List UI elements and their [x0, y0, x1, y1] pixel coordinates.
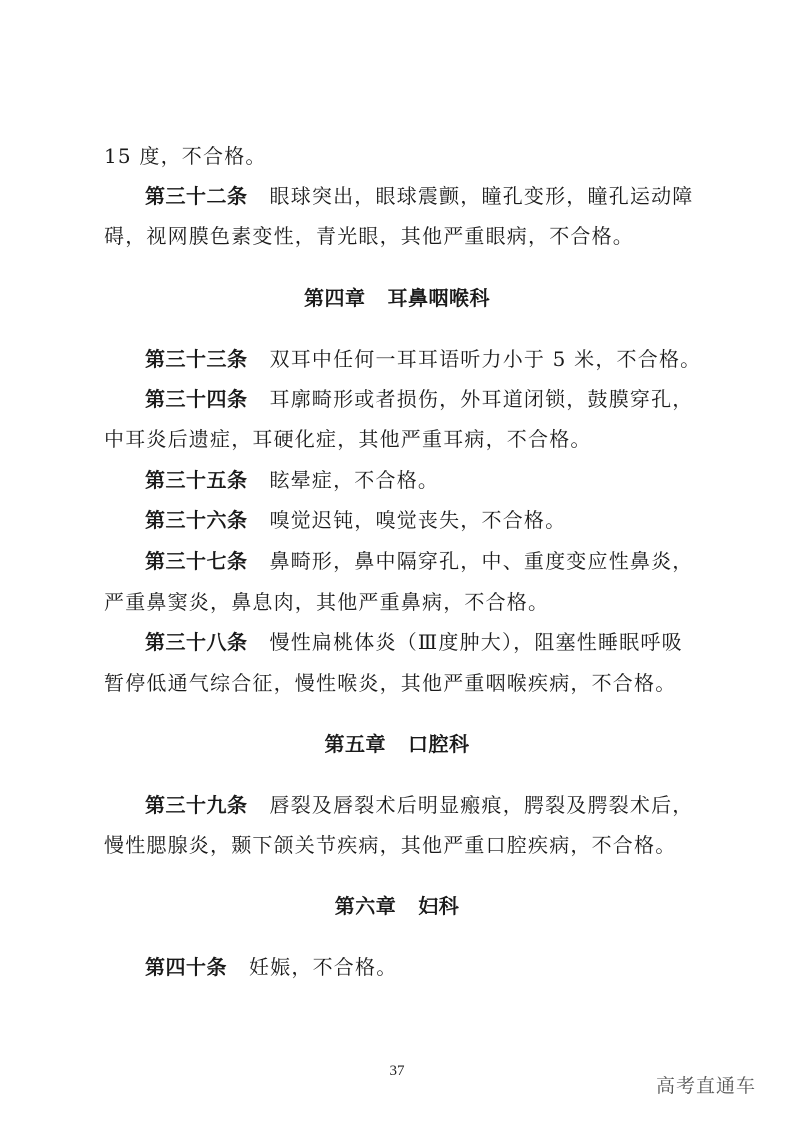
chapter-number: 第四章: [304, 286, 366, 310]
article-text: 耳廓畸形或者损伤，外耳道闭锁，鼓膜穿孔，: [269, 387, 694, 411]
article-text: 碍，视网膜色素变性，青光眼，其他严重眼病，不合格。: [104, 224, 634, 248]
article-title: 第四十条: [145, 955, 227, 979]
article-title: 第三十四条: [145, 387, 248, 411]
chapter-number: 第五章: [324, 732, 386, 756]
chapter-number: 第六章: [334, 894, 397, 918]
chapter-name: 妇科: [418, 894, 460, 918]
article-title: 第三十七条: [145, 549, 248, 573]
article-text: 嗅觉迟钝，嗅觉丧失，不合格。: [269, 508, 567, 532]
article-title: 第三十五条: [145, 468, 248, 492]
article-32-continued: [104, 222, 634, 250]
page-number: 37: [389, 1063, 405, 1079]
article-text: 眼球突出，眼球震颤，瞳孔变形，瞳孔运动障: [269, 184, 694, 208]
article-text: 中耳炎后遗症，耳硬化症，其他严重耳病，不合格。: [104, 427, 592, 451]
article-text: 严重鼻窦炎，鼻息肉，其他严重鼻病，不合格。: [104, 590, 550, 614]
article-37: [145, 547, 694, 575]
article-34-continued: [104, 425, 592, 453]
article-38: [145, 628, 683, 656]
article-title: 第三十二条: [145, 184, 248, 208]
chapter-name: 口腔科: [408, 732, 470, 756]
chapter-name: 耳鼻咽喉科: [387, 286, 490, 310]
article-35: [145, 466, 439, 494]
article-39-continued: [104, 831, 676, 859]
article-38-continued: [104, 669, 676, 697]
article-text: 唇裂及唇裂术后明显瘢痕，腭裂及腭裂术后，: [269, 793, 694, 817]
article-title: 第三十九条: [145, 793, 248, 817]
chapter-heading: [0, 730, 794, 758]
article-text: 鼻畸形，鼻中隔穿孔，中、重度变应性鼻炎，: [269, 549, 694, 573]
article-text: 慢性腮腺炎，颞下颌关节疾病，其他严重口腔疾病，不合格。: [104, 833, 677, 857]
article-text: 暂停低通气综合征，慢性喉炎，其他严重咽喉疾病，不合格。: [104, 671, 677, 695]
article-33: [145, 345, 701, 373]
article-text: 慢性扁桃体炎（Ⅲ度肿大），阻塞性睡眠呼吸: [269, 630, 683, 654]
paragraph-continuation: [104, 142, 267, 170]
chapter-heading: [0, 892, 794, 920]
article-text: 双耳中任何一耳耳语听力小于 5 米，不合格。: [269, 347, 702, 371]
watermark-text: 高考直通车: [656, 1075, 757, 1097]
article-text: 眩晕症，不合格。: [269, 468, 440, 492]
article-title: 第三十六条: [145, 508, 248, 532]
article-39: [145, 791, 694, 819]
article-36: [145, 506, 566, 534]
article-37-continued: [104, 588, 549, 616]
article-title: 第三十三条: [145, 347, 248, 371]
article-text: 妊娠，不合格。: [249, 955, 398, 979]
article-34: [145, 385, 694, 413]
article-32: [145, 182, 694, 210]
article-title: 第三十八条: [145, 630, 248, 654]
chapter-heading: [0, 284, 794, 312]
paragraph-text: 15 度，不合格。: [104, 144, 267, 168]
article-40: [145, 953, 397, 981]
